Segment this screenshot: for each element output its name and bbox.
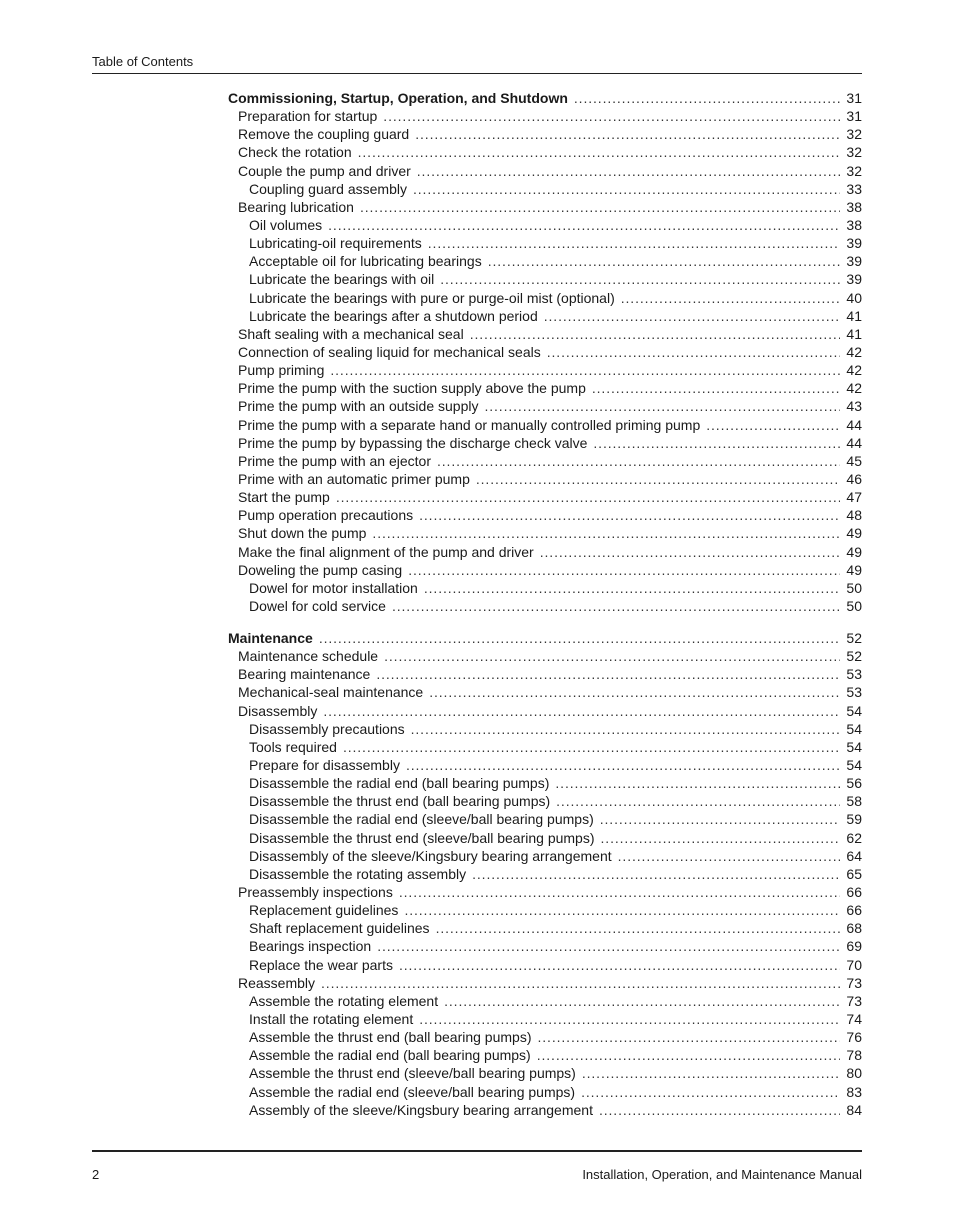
dot-leader <box>392 597 840 615</box>
toc-entry[interactable] <box>228 919 862 937</box>
footer-divider <box>92 1150 862 1152</box>
toc-entry-title: Assemble the thrust end (ball bearing pumps) <box>249 1029 532 1046</box>
toc-entry-page-number: 33 <box>846 180 862 197</box>
dot-leader <box>476 470 841 488</box>
toc-entry-page-number: 32 <box>846 162 862 179</box>
toc-entry[interactable] <box>228 180 862 198</box>
dot-leader <box>358 143 841 161</box>
toc-entry[interactable] <box>228 361 862 379</box>
toc-entry[interactable] <box>228 810 862 828</box>
toc-entry-title: Prime the pump with an ejector <box>238 452 431 469</box>
dot-leader <box>547 343 841 361</box>
toc-entry[interactable] <box>228 865 862 883</box>
toc-entry-page-number: 39 <box>846 253 862 270</box>
toc-entry[interactable] <box>228 434 862 452</box>
toc-entry-title: Prime the pump by bypassing the discharge check valve <box>238 434 588 451</box>
toc-entry-page-number: 64 <box>846 847 862 864</box>
toc-entry-page-number: 39 <box>846 235 862 252</box>
toc-entry[interactable] <box>228 665 862 683</box>
toc-entry-title: Disassemble the radial end (sleeve/ball bearing pumps) <box>249 811 594 828</box>
toc-entry-page-number: 39 <box>846 271 862 288</box>
toc-entry-page-number: 42 <box>846 343 862 360</box>
dot-leader <box>336 488 841 506</box>
toc-entry[interactable] <box>228 647 862 665</box>
dot-leader <box>581 1083 840 1101</box>
toc-entry-title: Replace the wear parts <box>249 956 393 973</box>
footer-manual-title: Installation, Operation, and Maintenance Manual <box>582 1167 862 1182</box>
toc-entry-page-number: 54 <box>846 738 862 755</box>
toc-entry[interactable] <box>228 488 862 506</box>
toc-entry-title: Disassembly precautions <box>249 720 405 737</box>
toc-entry-title: Install the rotating element <box>249 1010 414 1027</box>
toc-chapter-entry[interactable] <box>228 629 862 647</box>
dot-leader <box>472 865 840 883</box>
toc-entry-title: Assemble the thrust end (sleeve/ball bearing pumps) <box>249 1065 576 1082</box>
dot-leader <box>592 379 841 397</box>
toc-chapter-entry[interactable] <box>228 89 862 107</box>
toc-entry-page-number: 52 <box>846 648 862 665</box>
toc-entry-page-number: 56 <box>846 775 862 792</box>
toc-entry-page-number: 46 <box>846 470 862 487</box>
dot-leader <box>429 683 840 701</box>
dot-leader <box>383 107 840 125</box>
toc-entry-title: Preassembly inspections <box>238 883 393 900</box>
toc-entry[interactable] <box>228 738 862 756</box>
toc-entry-page-number: 65 <box>846 865 862 882</box>
toc-entry-page-number: 48 <box>846 507 862 524</box>
toc-entry-page-number: 40 <box>846 289 862 306</box>
toc-entry-title: Lubricate the bearings with oil <box>249 271 435 288</box>
dot-leader <box>319 629 841 647</box>
toc-entry[interactable] <box>228 720 862 738</box>
toc-entry[interactable] <box>228 561 862 579</box>
toc-entry[interactable] <box>228 216 862 234</box>
toc-entry-page-number: 68 <box>846 920 862 937</box>
dot-leader <box>399 956 840 974</box>
toc-entry-title: Acceptable oil for lubricating bearings <box>249 253 482 270</box>
dot-leader <box>415 125 840 143</box>
toc-section-maintenance <box>228 629 862 1119</box>
toc-entry[interactable] <box>228 198 862 216</box>
dot-leader <box>384 647 840 665</box>
toc-entry[interactable] <box>228 289 862 307</box>
dot-leader <box>328 216 840 234</box>
toc-entry-title: Pump priming <box>238 362 325 379</box>
toc-entry[interactable] <box>228 756 862 774</box>
toc-entry-title: Check the rotation <box>238 144 352 161</box>
toc-entry-title: Lubricate the bearings after a shutdown period <box>249 307 538 324</box>
dot-leader <box>444 992 840 1010</box>
toc-entry[interactable] <box>228 1028 862 1046</box>
toc-entry-page-number: 70 <box>846 956 862 973</box>
toc-entry-title: Bearings inspection <box>249 938 372 955</box>
dot-leader <box>411 720 841 738</box>
dot-leader <box>428 234 841 252</box>
toc-entry[interactable] <box>228 702 862 720</box>
toc-entry-title: Remove the coupling guard <box>238 126 410 143</box>
toc-entry-page-number: 42 <box>846 362 862 379</box>
toc-entry[interactable] <box>228 125 862 143</box>
toc-entry[interactable] <box>228 992 862 1010</box>
dot-leader <box>413 180 840 198</box>
toc-entry[interactable] <box>228 325 862 343</box>
toc-entry-title: Dowel for cold service <box>249 597 386 614</box>
toc-entry-title: Assemble the radial end (sleeve/ball bearing pumps) <box>249 1083 576 1100</box>
toc-entry-title: Prime the pump with an outside supply <box>238 398 479 415</box>
toc-entry-title: Pump operation precautions <box>238 507 414 524</box>
toc-entry-page-number: 32 <box>846 126 862 143</box>
dot-leader <box>321 974 840 992</box>
toc-entry-title: Disassemble the thrust end (ball bearing pumps) <box>249 793 551 810</box>
toc-entry[interactable] <box>228 107 862 125</box>
dot-leader <box>419 1010 840 1028</box>
dot-leader <box>544 307 841 325</box>
toc-entry[interactable] <box>228 1010 862 1028</box>
toc-entry-title: Oil volumes <box>249 216 323 233</box>
dot-leader <box>574 89 841 107</box>
dot-leader <box>537 1046 841 1064</box>
toc-entry-page-number: 54 <box>846 756 862 773</box>
dot-leader <box>599 1101 840 1119</box>
toc-entry-page-number: 31 <box>846 90 862 106</box>
toc-entry-page-number: 80 <box>846 1065 862 1082</box>
dot-leader <box>593 434 840 452</box>
toc-entry-page-number: 42 <box>846 380 862 397</box>
header-divider <box>92 73 862 74</box>
dot-leader <box>377 937 840 955</box>
toc-entry-title: Couple the pump and driver <box>238 162 411 179</box>
dot-leader <box>376 665 840 683</box>
toc-entry-title: Disassemble the thrust end (sleeve/ball bearing pumps) <box>249 829 595 846</box>
toc-entry[interactable] <box>228 956 862 974</box>
toc-entry-title: Shaft sealing with a mechanical seal <box>238 325 464 342</box>
dot-leader <box>600 810 841 828</box>
dot-leader <box>417 162 841 180</box>
toc-entry-title: Doweling the pump casing <box>238 561 403 578</box>
toc-entry-title: Prime the pump with a separate hand or manually controlled priming pump <box>238 416 701 433</box>
dot-leader <box>360 198 840 216</box>
toc-entry[interactable] <box>228 847 862 865</box>
dot-leader <box>343 738 840 756</box>
toc-entry-page-number: 38 <box>846 216 862 233</box>
running-header-title: Table of Contents <box>92 54 194 69</box>
dot-leader <box>706 416 840 434</box>
dot-leader <box>621 289 841 307</box>
toc-entry-page-number: 73 <box>846 992 862 1009</box>
toc-entry-title: Disassemble the radial end (ball bearing pumps) <box>249 775 550 792</box>
toc-entry-title: Assemble the rotating element <box>249 992 439 1009</box>
toc-entry[interactable] <box>228 901 862 919</box>
toc-entry-title: Assemble the radial end (ball bearing pumps) <box>249 1047 531 1064</box>
toc-entry[interactable] <box>228 543 862 561</box>
dot-leader <box>323 702 840 720</box>
toc-entry[interactable] <box>228 829 862 847</box>
dot-leader <box>404 901 840 919</box>
dot-leader <box>436 919 841 937</box>
toc-entry[interactable] <box>228 252 862 270</box>
toc-entry-page-number: 53 <box>846 684 862 701</box>
toc-entry[interactable] <box>228 307 862 325</box>
toc-entry-page-number: 50 <box>846 597 862 614</box>
toc-entry-page-number: 69 <box>846 938 862 955</box>
toc-entry-title: Bearing lubrication <box>238 198 354 215</box>
toc-entry-page-number: 74 <box>846 1010 862 1027</box>
toc-section-commissioning <box>228 89 862 615</box>
footer-page-number: 2 <box>92 1167 100 1182</box>
toc-entry[interactable] <box>228 397 862 415</box>
toc-entry[interactable] <box>228 579 862 597</box>
toc-entry-page-number: 44 <box>846 416 862 433</box>
toc-entry[interactable] <box>228 774 862 792</box>
toc-entry-page-number: 78 <box>846 1047 862 1064</box>
dot-leader <box>556 792 840 810</box>
dot-leader <box>399 883 841 901</box>
toc-entry-page-number: 52 <box>846 630 862 646</box>
toc-entry-title: Replacement guidelines <box>249 902 399 919</box>
toc-entry-title: Tools required <box>249 738 337 755</box>
toc-entry-page-number: 53 <box>846 666 862 683</box>
toc-entry-title: Start the pump <box>238 489 330 506</box>
toc-entry-page-number: 66 <box>846 902 862 919</box>
toc-entry[interactable] <box>228 883 862 901</box>
dot-leader <box>372 524 840 542</box>
toc-entry[interactable] <box>228 416 862 434</box>
dot-leader <box>582 1064 841 1082</box>
toc-entry-page-number: 41 <box>846 307 862 324</box>
dot-leader <box>330 361 840 379</box>
toc-entry[interactable] <box>228 162 862 180</box>
dot-leader <box>424 579 841 597</box>
dot-leader <box>488 252 841 270</box>
toc-entry[interactable] <box>228 143 862 161</box>
toc-entry-title: Maintenance schedule <box>238 648 379 665</box>
toc-entry-title: Connection of sealing liquid for mechanical seals <box>238 343 541 360</box>
dot-leader <box>537 1028 840 1046</box>
dot-leader <box>484 397 840 415</box>
dot-leader <box>419 506 840 524</box>
toc-entry-title: Lubricating-oil requirements <box>249 235 422 252</box>
toc-entry[interactable] <box>228 270 862 288</box>
toc-entry-title: Disassembly of the sleeve/Kingsbury bearing arrangement <box>249 847 612 864</box>
toc-entry-page-number: 66 <box>846 883 862 900</box>
toc-entry-page-number: 59 <box>846 811 862 828</box>
toc-entry[interactable] <box>228 506 862 524</box>
dot-leader <box>618 847 841 865</box>
toc-entry-title: Make the final alignment of the pump and driver <box>238 543 534 560</box>
toc-entry-page-number: 44 <box>846 434 862 451</box>
toc-entry-page-number: 47 <box>846 489 862 506</box>
toc-entry[interactable] <box>228 452 862 470</box>
toc-entry-title: Coupling guard assembly <box>249 180 407 197</box>
toc-entry-title: Prime with an automatic primer pump <box>238 470 470 487</box>
toc-entry-title: Bearing maintenance <box>238 666 371 683</box>
toc-entry[interactable] <box>228 597 862 615</box>
toc-entry-title: Disassembly <box>238 702 318 719</box>
toc-entry-page-number: 38 <box>846 198 862 215</box>
toc-entry-title: Disassemble the rotating assembly <box>249 865 467 882</box>
toc-entry[interactable] <box>228 937 862 955</box>
toc-entry-page-number: 50 <box>846 579 862 596</box>
toc-entry-title: Preparation for startup <box>238 108 378 125</box>
dot-leader <box>437 452 840 470</box>
toc-entry-page-number: 54 <box>846 720 862 737</box>
dot-leader <box>406 756 840 774</box>
toc-entry[interactable] <box>228 234 862 252</box>
dot-leader <box>601 829 841 847</box>
toc-entry-title: Shaft replacement guidelines <box>249 920 430 937</box>
toc-entry[interactable] <box>228 792 862 810</box>
dot-leader <box>440 270 840 288</box>
toc-entry[interactable] <box>228 1064 862 1082</box>
dot-leader <box>470 325 841 343</box>
toc-entry-title: Reassembly <box>238 974 316 991</box>
toc-entry-page-number: 58 <box>846 793 862 810</box>
toc-entry[interactable] <box>228 683 862 701</box>
toc-entry-title: Maintenance <box>228 630 313 646</box>
toc-entry[interactable] <box>228 524 862 542</box>
toc-entry-page-number: 49 <box>846 561 862 578</box>
toc-entry[interactable] <box>228 379 862 397</box>
toc-entry-page-number: 49 <box>846 543 862 560</box>
toc-entry-title: Prepare for disassembly <box>249 756 400 773</box>
toc-entry[interactable] <box>228 1046 862 1064</box>
toc-entry[interactable] <box>228 470 862 488</box>
toc-entry[interactable] <box>228 1083 862 1101</box>
dot-leader <box>540 543 841 561</box>
toc-entry-page-number: 43 <box>846 398 862 415</box>
toc-entry-title: Assembly of the sleeve/Kingsbury bearing arrangement <box>249 1101 593 1118</box>
toc-entry-page-number: 41 <box>846 325 862 342</box>
toc-entry-title: Prime the pump with the suction supply above the pump <box>238 380 586 397</box>
toc-entry-page-number: 84 <box>846 1101 862 1118</box>
toc-entry-page-number: 83 <box>846 1083 862 1100</box>
toc-entry-page-number: 73 <box>846 974 862 991</box>
toc-entry[interactable] <box>228 1101 862 1119</box>
toc-entry[interactable] <box>228 974 862 992</box>
dot-leader <box>408 561 840 579</box>
toc-entry-title: Lubricate the bearings with pure or purge-oil mist (optional) <box>249 289 615 306</box>
dot-leader <box>555 774 840 792</box>
toc-entry-page-number: 49 <box>846 525 862 542</box>
toc-entry-page-number: 54 <box>846 702 862 719</box>
toc-entry[interactable] <box>228 343 862 361</box>
toc-entry-title: Mechanical-seal maintenance <box>238 684 424 701</box>
toc-entry-title: Commissioning, Startup, Operation, and Shutdown <box>228 90 568 106</box>
toc-entry-page-number: 76 <box>846 1029 862 1046</box>
toc-entry-page-number: 31 <box>846 108 862 125</box>
toc-entry-page-number: 45 <box>846 452 862 469</box>
toc-entry-page-number: 62 <box>846 829 862 846</box>
toc-entry-title: Shut down the pump <box>238 525 367 542</box>
toc-entry-title: Dowel for motor installation <box>249 579 418 596</box>
toc-entry-page-number: 32 <box>846 144 862 161</box>
